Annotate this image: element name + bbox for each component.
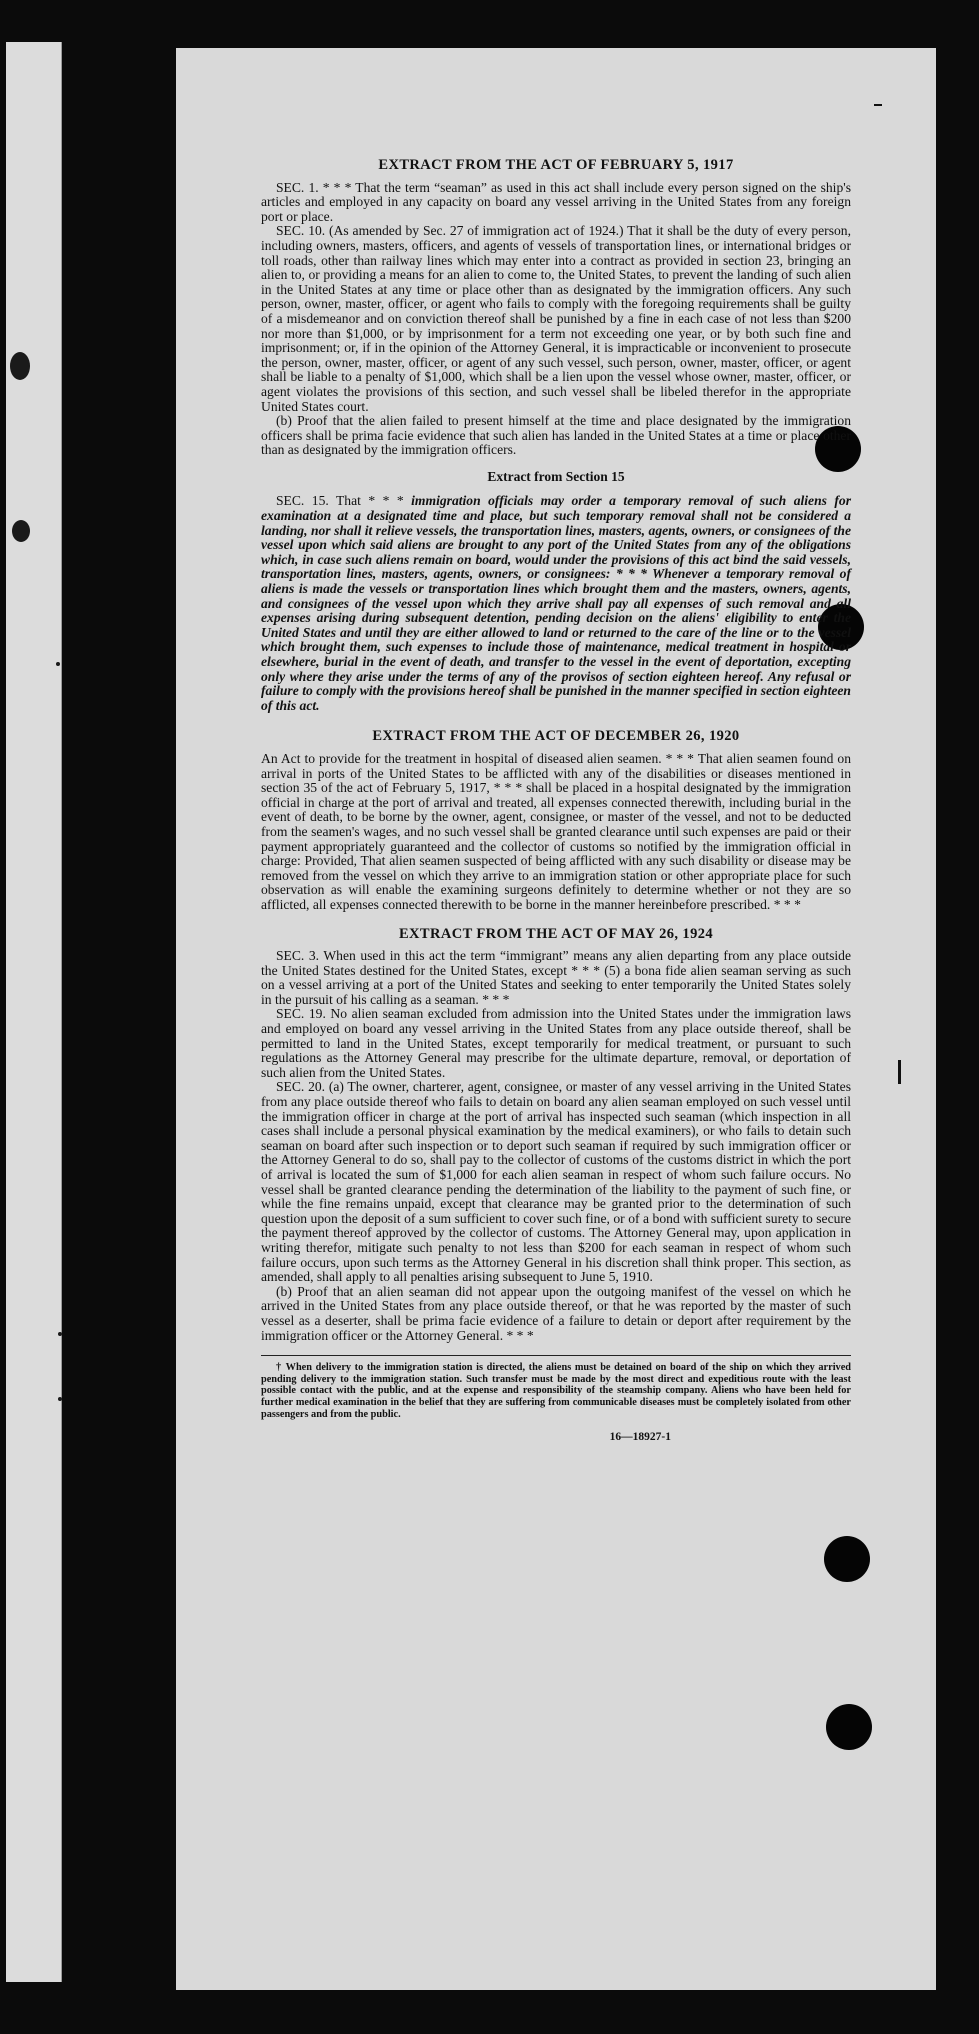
section-1: SEC. 1. * * * That the term “seaman” as used in this act shall include every person signed on the ship's articles and employed in any capacity on board any vessel arriving in the United States from any foreign port or place. (261, 179, 851, 224)
strip-mark (58, 1397, 62, 1401)
strip-mark (12, 520, 30, 542)
punch-hole (824, 1536, 870, 1582)
film-margin-strip (6, 42, 62, 1982)
strip-mark (58, 1332, 62, 1336)
heading-act-1924: EXTRACT FROM THE ACT OF MAY 26, 1924 (398, 925, 714, 942)
heading-act-1920: EXTRACT FROM THE ACT OF DECEMBER 26, 1920 (372, 728, 740, 745)
section-19: SEC. 19. No alien seaman excluded from admission into the United States under the immigration laws and employed on board any vessel arriving in the United States from any place outside thereof, shall be permitted to land in the United States, except temporarily for medical treatment, or pursuant to such regulations as the Attorney General may prescribe for the ultimate departure, removal, or deportation of such alien from the United States. (261, 1006, 851, 1080)
section-15 (261, 494, 851, 713)
heading-section-15: Extract from Section 15 (487, 468, 625, 484)
punch-hole (826, 1704, 872, 1750)
document-text (261, 148, 851, 1445)
section-10-b: (b) Proof that the alien failed to present himself at the time and place designated by the immigration officers shall be prima facie evidence that such alien has landed in the United States at a time or place other than as designated by the immigration officers. (261, 413, 851, 458)
section-15-text: immigration officials may order a temporary removal of such aliens for examination at a designated time and place, but such temporary removal shall not be considered a landing, nor shall it relieve vessels, the transportation lines, masters, agents, owners, or consignees of the vessel upon which said aliens are brought to any port of the United States from any of the obligations which, in case such aliens remain on board, would under the provisions of this act bind the said vessels, transportation lines, masters, agents, owners, or consignees: * * * Whenever a temporary removal of aliens is made the vessels or transportation lines which brought them and the masters, owners, agents, and consignees of the vessel upon which they arrive shall pay all expenses of such removal and all expenses arising during subsequent detention, pending decision on the aliens' eligibility to enter the United States and until they are either allowed to land or returned to the care of the line or to the vessel which brought them, such expenses to include those of maintenance, medical treatment in hospital or elsewhere, burial in the event of death, and transfer to the vessel in the event of deportation, excepting only where they arise under the terms of any of the provisos of section eighteen hereof. Any refusal or failure to comply with the provisions hereof shall be punished in the manner specified in section eighteen of this act. (261, 493, 852, 713)
edge-mark (874, 104, 882, 106)
document-code: 16—18927-1 (609, 1431, 671, 1444)
section-10: SEC. 10. (As amended by Sec. 27 of immigration act of 1924.) That it shall be the duty of every person, including owners, masters, officers, and agents of vessels of transportation lines, or international bridges or toll roads, other than railway lines which may enter into a contract as provided in section 23, bringing an alien to, or providing a means for an alien to come to, the United States, to prevent the landing of such alien in the United States at any time or place other than as designated by the immigration officers. Any such person, owner, master, officer, or agent who fails to comply with the foregoing requirements shall be guilty of a misdemeanor and on conviction thereof shall be punished by a fine in each case of not less than $200 nor more than $1,000, or by imprisonment for a term not exceeding one year, or by both such fine and imprisonment; or, if in the opinion of the Attorney General, it is impracticable or inconvenient to prosecute the person, owner, master, officer, or agent of any such vessel, such person, owner, master, officer, or agent shall be liable to a penalty of $1,000, which shall be a lien upon the vessel whose owner, master, officer, or agent violates the provisions of this section, and such vessel shall be libeled therefor in the appropriate United States court. (261, 223, 851, 414)
section-20: SEC. 20. (a) The owner, charterer, agent, consignee, or master of any vessel arriving in the United States from any place outside thereof who fails to detain on board any alien seaman employed on such vessel until the immigration officer in charge at the port of arrival has inspected such seaman (which inspection in all cases shall include a personal physical examination by the medical examiners), or who fails to detain such seaman on board after such inspection or to deport such seaman if required by such immigration officer or the Attorney General to do so, shall pay to the collector of customs of the customs district in which the port of arrival is located the sum of $1,000 for each alien seaman in respect of whom such failure occurs. No vessel shall be granted clearance pending the determination of the liability to the payment of such fine, or while the fine remains unpaid, except that clearance may be granted prior to the determination of such question upon the deposit of a sum sufficient to cover such fine, or of a bond with sufficient surety to secure the payment thereof approved by the collector of customs. The Attorney General may, upon application in writing therefor, mitigate such penalty to not less than $200 for each seaman in respect of whom such failure occurs, upon such terms as the Attorney General in his discretion shall think proper. This section, as amended, shall apply to all penalties arising subsequent to June 5, 1910. (261, 1079, 851, 1285)
strip-mark (10, 352, 30, 380)
edge-mark (898, 1060, 901, 1084)
strip-mark (56, 662, 60, 666)
heading-act-1917: EXTRACT FROM THE ACT OF FEBRUARY 5, 1917 (378, 157, 734, 173)
footnote: † When delivery to the immigration station is directed, the aliens must be detained on board of the ship on which they arrived pending delivery to the immigration station. Such transfer must be made by the most direct and expeditious route with the least possible contact with the public, and at the expense and responsibility of the steamship company. Aliens who have been held for further medical examination in the belief that they are suffering from communicable diseases must be completely isolated from other passengers and from the public. (261, 1362, 851, 1420)
section-20-b: (b) Proof that an alien seaman did not appear upon the outgoing manifest of the vessel on which he arrived in the United States from any place outside thereof, or that he was reported by the master of such vessel as a deserter, shall be prima facie evidence of a failure to detain or deport after requirement by the immigration officer or the Attorney General. * * * (261, 1283, 851, 1343)
footnote-rule (261, 1355, 851, 1356)
document-page (176, 48, 936, 1990)
section-3: SEC. 3. When used in this act the term “immigrant” means any alien departing from any place outside the United States destined for the United States, except * * * (5) a bona fide alien seaman serving as such on a vessel arriving at a port of the United States and seeking to enter temporarily the United States solely in the pursuit of his calling as a seaman. * * * (261, 948, 851, 1007)
section-15-lead: SEC. 15. That * * * (276, 493, 404, 509)
act-1920-text: An Act to provide for the treatment in hospital of diseased alien seamen. * * * That alien seamen found on arrival in ports of the United States to be afflicted with any of the disabilities or diseases mentioned in section 35 of the act of February 5, 1917, * * * shall be placed in a hospital designated by the immigration official in charge at the port of arrival and treated, all expenses connected therewith, including burial in the event of death, to be borne by the owner, agent, consignee, or master of the vessel, and not to be deducted from the seamen's wages, and no such vessel shall be granted clearance until such expenses are paid or their payment appropriately guaranteed and the collector of customs so notified by the immigration official in charge: Provided, That alien seamen suspected of being afflicted with any such disability or disease may be removed from the vessel on which they arrive to an immigration station or other appropriate place for such observation as will enable the examining surgeons definitely to determine whether or not they are so afflicted, all expenses connected therewith to be borne in the manner hereinbefore prescribed. * * * (261, 750, 851, 912)
